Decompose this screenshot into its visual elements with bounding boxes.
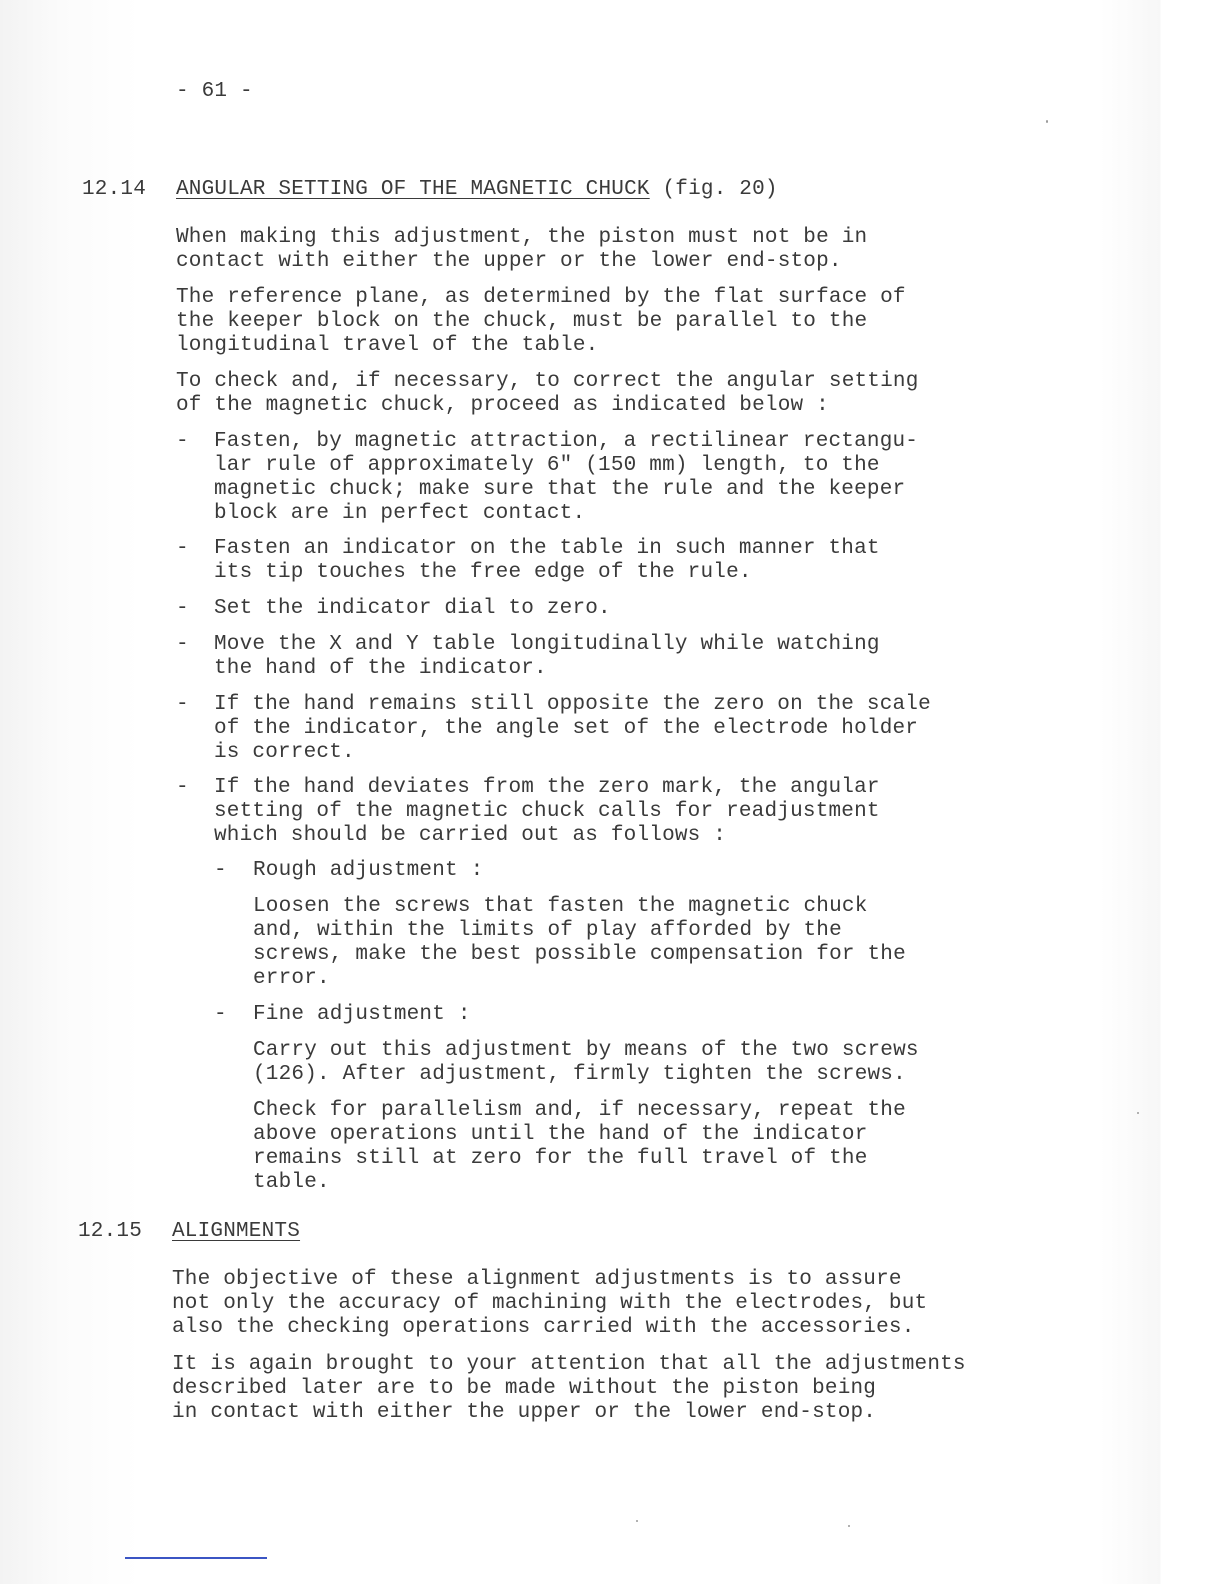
paragraph-alignment-objective: The objective of these alignment adjustments is to assure not only the accuracy of machining with the electrodes, but also the checking operations carried with the accessories. bbox=[172, 1268, 928, 1339]
bullet-hand-remains: If the hand remains still opposite the zero on the scale of the indicator, the angle set of the electrode holder is correct. bbox=[214, 693, 931, 764]
scan-speck bbox=[848, 1525, 850, 1527]
sub-heading-fine-adjustment: Fine adjustment : bbox=[253, 1003, 471, 1026]
section-number-12-14: 12.14 bbox=[82, 178, 147, 201]
bullet-dash: - bbox=[176, 693, 189, 716]
bullet-dash: - bbox=[176, 597, 189, 620]
section-heading-12-14 bbox=[176, 178, 778, 202]
section-title-12-15: ALIGNMENTS bbox=[172, 1220, 301, 1243]
bullet-dash: - bbox=[176, 537, 189, 560]
bullet-fasten-indicator: Fasten an indicator on the table in such manner that its tip touches the free edge of the rule. bbox=[214, 537, 880, 584]
page-number: - 61 - bbox=[176, 80, 253, 103]
scan-edge-line bbox=[125, 1557, 267, 1559]
bullet-dash: - bbox=[176, 633, 189, 656]
paragraph-fine-adjustment: Carry out this adjustment by means of the two screws (126). After adjustment, firmly tighten the screws. bbox=[253, 1039, 919, 1086]
paragraph-check-parallelism: Check for parallelism and, if necessary, repeat the above operations until the hand of the indicator remains still at zero for the full travel of the table. bbox=[253, 1099, 906, 1194]
bullet-dash: - bbox=[176, 430, 189, 453]
scan-speck bbox=[1137, 1112, 1139, 1114]
sub-bullet-dash: - bbox=[214, 859, 227, 882]
section-title-12-14: ANGULAR SETTING OF THE MAGNETIC CHUCK bbox=[176, 178, 650, 201]
sub-heading-rough-adjustment: Rough adjustment : bbox=[253, 859, 484, 882]
paragraph-rough-adjustment: Loosen the screws that fasten the magnetic chuck and, within the limits of play afforded by the screws, make the best possible compensation for the error. bbox=[253, 895, 906, 990]
bullet-move-table: Move the X and Y table longitudinally while watching the hand of the indicator. bbox=[214, 633, 880, 680]
bullet-fasten-rule: Fasten, by magnetic attraction, a rectilinear rectangu- lar rule of approximately 6" (150 mm) length, to the magnetic chuck; make sure that the rule and the keeper block are in perfect contact. bbox=[214, 430, 919, 525]
bullet-set-dial: Set the indicator dial to zero. bbox=[214, 597, 611, 620]
bullet-hand-deviates: If the hand deviates from the zero mark, the angular setting of the magnetic chuck calls for readjustment which should be carried out as follows : bbox=[214, 776, 880, 847]
paragraph-reference-plane: The reference plane, as determined by the flat surface of the keeper block on the chuck, must be parallel to the longitudinal travel of the table. bbox=[176, 286, 906, 357]
paragraph-piston-contact: When making this adjustment, the piston must not be in contact with either the upper or the lower end-stop. bbox=[176, 226, 868, 273]
bullet-dash: - bbox=[176, 776, 189, 799]
section-number-12-15: 12.15 bbox=[78, 1220, 143, 1243]
scan-speck bbox=[1046, 120, 1048, 123]
scan-speck bbox=[636, 1520, 638, 1522]
sub-bullet-dash: - bbox=[214, 1003, 227, 1026]
figure-reference: (fig. 20) bbox=[662, 178, 778, 201]
paragraph-check-intro: To check and, if necessary, to correct the angular setting of the magnetic chuck, proceed as indicated below : bbox=[176, 370, 919, 417]
paragraph-alignment-attention: It is again brought to your attention that all the adjustments described later are to be made without the piston being in contact with either the upper or the lower end-stop. bbox=[172, 1353, 966, 1424]
